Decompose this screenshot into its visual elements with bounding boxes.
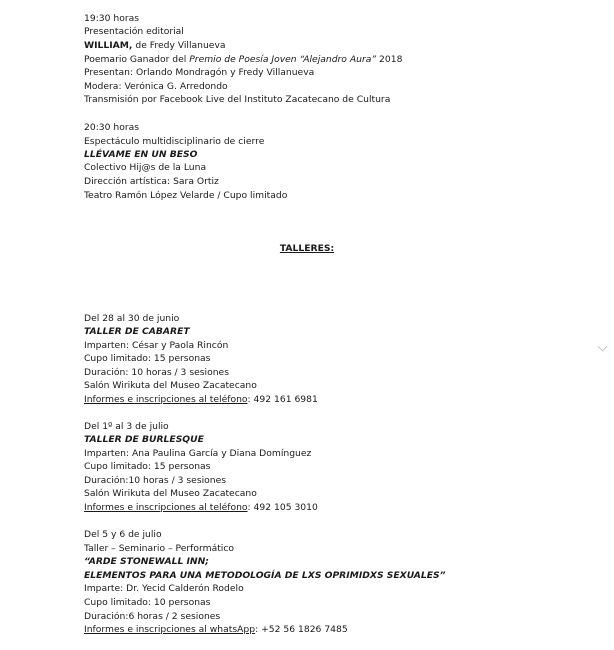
workshop2-venue: Salón Wirikuta del Museo Zacatecano <box>84 488 257 499</box>
workshop1-venue: Salón Wirikuta del Museo Zacatecano <box>84 380 257 391</box>
workshop1-instructors: Imparten: César y Paola Rincón <box>84 340 229 351</box>
workshop3-duration: Duración:6 horas / 2 sesiones <box>84 611 221 622</box>
workshop1-duration: Duración: 10 horas / 3 sesiones <box>84 367 229 378</box>
event2-type: Espectáculo multidisciplinario de cierre <box>84 136 265 147</box>
workshop1-info-value: : 492 161 6981 <box>247 394 318 405</box>
workshop3-info-value: : +52 56 1826 7485 <box>255 624 348 635</box>
workshop3-capacity: Cupo limitado: 10 personas <box>84 597 211 608</box>
workshop1-info-label: Informes e inscripciones al teléfono <box>84 394 248 405</box>
workshop1-dates: Del 28 al 30 de junio <box>84 313 180 324</box>
event1-award-suffix: 2018 <box>376 54 403 65</box>
workshop2-duration: Duración:10 horas / 3 sesiones <box>84 475 227 486</box>
scroll-indicator-icon <box>598 342 608 352</box>
workshop1-info <box>84 394 318 406</box>
event1-moderator: Modera: Verónica G. Arredondo <box>84 81 228 92</box>
workshop2-title: TALLER DE BURLESQUE <box>84 434 204 445</box>
workshop3-type: Taller – Seminario – Performático <box>84 543 235 554</box>
event2-title: LLÉVAME EN UN BESO <box>84 149 198 160</box>
workshop2-info-value: : 492 105 3010 <box>247 502 318 513</box>
workshop2-capacity: Cupo limitado: 15 personas <box>84 461 211 472</box>
workshop1-title: TALLER DE CABARET <box>84 326 190 337</box>
event1-type: Presentación editorial <box>84 26 184 37</box>
event1-award <box>84 54 402 66</box>
event1-award-italic: Premio de Poesía Joven “Alejandro Aura” <box>189 54 377 65</box>
workshop3-title-line1: “ARDE STONEWALL INN; <box>84 556 209 567</box>
workshop3-instructor: Imparte: Dr. Yecid Calderón Rodelo <box>84 583 244 594</box>
event2-venue: Teatro Ramón López Velarde / Cupo limitado <box>84 190 288 201</box>
event1-award-prefix: Poemario Ganador del <box>84 54 190 65</box>
workshop3-info <box>84 624 348 636</box>
workshop1-capacity: Cupo limitado: 15 personas <box>84 353 211 364</box>
event1-presenters: Presentan: Orlando Mondragón y Fredy Villanueva <box>84 67 315 78</box>
workshop2-info-label: Informes e inscripciones al teléfono <box>84 502 248 513</box>
event1-broadcast: Transmisión por Facebook Live del Instituto Zacatecano de Cultura <box>84 94 391 105</box>
event1-title-rest: de Fredy Villanueva <box>132 40 226 51</box>
workshop3-title-line2: ELEMENTOS PARA UNA METODOLOGÍA DE LXS OPRIMIDXS SEXUALES” <box>84 570 446 581</box>
workshop2-instructors: Imparten: Ana Paulina García y Diana Domínguez <box>84 448 312 459</box>
event1-time: 19:30 horas <box>84 13 140 24</box>
workshop3-info-label: Informes e inscripciones al whatsApp <box>84 624 256 635</box>
workshop2-info <box>84 502 318 514</box>
event2-director: Dirección artística: Sara Ortiz <box>84 176 219 187</box>
workshop3-dates: Del 5 y 6 de julio <box>84 529 162 540</box>
workshop2-dates: Del 1º al 3 de julio <box>84 421 169 432</box>
section-heading: TALLERES: <box>279 243 335 254</box>
event1-title-bold: WILLIAM, <box>84 40 133 51</box>
event2-time: 20:30 horas <box>84 122 140 133</box>
event2-group: Colectivo Hij@s de la Luna <box>84 162 207 173</box>
event1-title <box>84 40 226 52</box>
